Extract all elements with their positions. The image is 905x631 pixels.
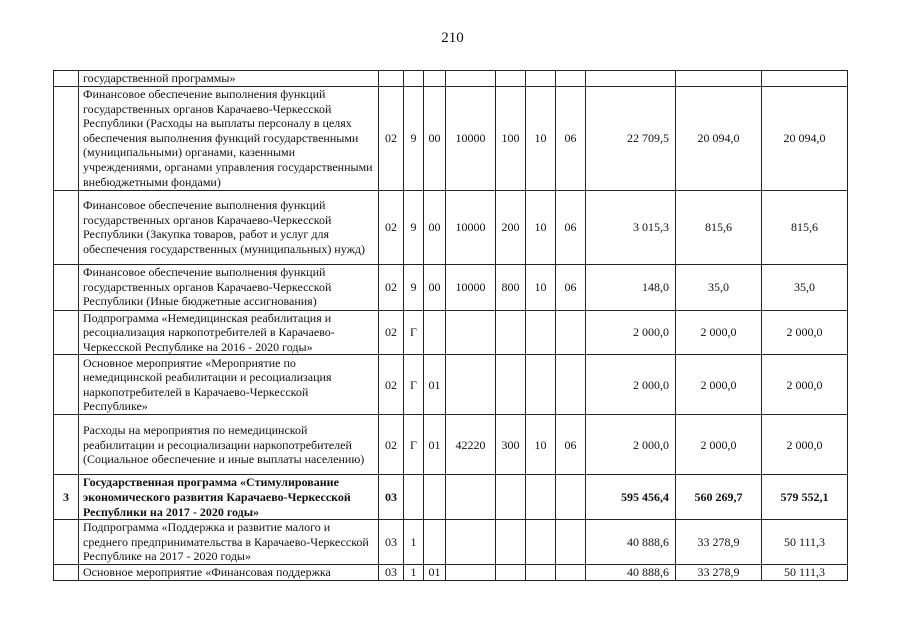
amount-2019: 2 000,0 <box>676 415 762 475</box>
code-direction: 10000 <box>446 264 496 310</box>
code-section: 02 <box>379 190 404 264</box>
code-direction <box>446 310 496 355</box>
amount-2020: 2 000,0 <box>762 355 848 415</box>
item-name: государственной программы» <box>79 71 379 87</box>
amount-2020: 35,0 <box>762 264 848 310</box>
amount-2020: 50 111,3 <box>762 564 848 580</box>
code-direction <box>446 71 496 87</box>
code-division <box>526 310 556 355</box>
amount-2019: 2 000,0 <box>676 310 762 355</box>
table-row <box>54 475 848 520</box>
code-event: 01 <box>424 415 446 475</box>
code-section: 03 <box>379 564 404 580</box>
amount-2019: 2 000,0 <box>676 355 762 415</box>
table-row <box>54 190 848 264</box>
code-subprogram: 1 <box>404 564 424 580</box>
row-number <box>54 355 79 415</box>
amount-2018 <box>586 71 676 87</box>
item-name: Основное мероприятие «Финансовая поддержка <box>79 564 379 580</box>
code-event: 00 <box>424 190 446 264</box>
amount-2018: 2 000,0 <box>586 310 676 355</box>
amount-2019: 33 278,9 <box>676 564 762 580</box>
code-subdivision: 06 <box>556 264 586 310</box>
code-division <box>526 355 556 415</box>
code-section: 02 <box>379 310 404 355</box>
item-name: Основное мероприятие «Мероприятие по немедицинской реабилитации и ресоциализация наркопотребителей в Карачаево-Черкесской Республике» <box>79 355 379 415</box>
amount-2018: 40 888,6 <box>586 520 676 565</box>
table-row <box>54 86 848 190</box>
amount-2018: 2 000,0 <box>586 415 676 475</box>
amount-2018: 22 709,5 <box>586 86 676 190</box>
code-section <box>379 71 404 87</box>
item-name: Финансовое обеспечение выполнения функций государственных органов Карачаево-Черкесской Республики (Закупка товаров, работ и услуг для обеспечения государственных (муниципальных) нужд) <box>79 190 379 264</box>
code-direction: 10000 <box>446 86 496 190</box>
code-direction: 10000 <box>446 190 496 264</box>
table-row <box>54 71 848 87</box>
amount-2020: 2 000,0 <box>762 310 848 355</box>
amount-2020: 579 552,1 <box>762 475 848 520</box>
code-subprogram: 9 <box>404 190 424 264</box>
code-event <box>424 310 446 355</box>
row-number: 3 <box>54 475 79 520</box>
code-subprogram: 9 <box>404 86 424 190</box>
code-section: 02 <box>379 264 404 310</box>
code-direction <box>446 564 496 580</box>
code-division <box>526 520 556 565</box>
code-subdivision: 06 <box>556 415 586 475</box>
item-name: Подпрограмма «Поддержка и развитие малого и среднего предпринимательства в Карачаево-Черкесской Республике на 2017 - 2020 годы» <box>79 520 379 565</box>
amount-2019: 20 094,0 <box>676 86 762 190</box>
table-row <box>54 415 848 475</box>
amount-2018: 3 015,3 <box>586 190 676 264</box>
code-division <box>526 475 556 520</box>
code-section: 03 <box>379 520 404 565</box>
code-direction: 42220 <box>446 415 496 475</box>
code-event <box>424 520 446 565</box>
code-expense-type: 100 <box>496 86 526 190</box>
code-division <box>526 564 556 580</box>
code-division <box>526 71 556 87</box>
code-subdivision: 06 <box>556 86 586 190</box>
table-row <box>54 264 848 310</box>
row-number <box>54 86 79 190</box>
code-section: 02 <box>379 86 404 190</box>
code-expense-type: 800 <box>496 264 526 310</box>
item-name: Подпрограмма «Немедицинская реабилитация и ресоциализация наркопотребителей в Карачаево-Черкесской Республике на 2016 - 2020 годы» <box>79 310 379 355</box>
item-name: Финансовое обеспечение выполнения функций государственных органов Карачаево-Черкесской Республики (Расходы на выплаты персоналу в целях обеспечения выполнения функций государственными (муниципальными) органами, казенными учреждениями, органами управления государственными внебюджетными фондами) <box>79 86 379 190</box>
code-event: 01 <box>424 564 446 580</box>
code-direction <box>446 475 496 520</box>
code-subdivision <box>556 310 586 355</box>
code-subdivision <box>556 564 586 580</box>
amount-2020: 20 094,0 <box>762 86 848 190</box>
code-division: 10 <box>526 415 556 475</box>
amount-2019 <box>676 71 762 87</box>
amount-2020 <box>762 71 848 87</box>
table-row <box>54 355 848 415</box>
item-name: Финансовое обеспечение выполнения функций государственных органов Карачаево-Черкесской Республики (Иные бюджетные ассигнования) <box>79 264 379 310</box>
code-division: 10 <box>526 264 556 310</box>
amount-2018: 595 456,4 <box>586 475 676 520</box>
table-row <box>54 564 848 580</box>
code-expense-type <box>496 71 526 87</box>
amount-2018: 2 000,0 <box>586 355 676 415</box>
code-subprogram <box>404 71 424 87</box>
amount-2020: 815,6 <box>762 190 848 264</box>
code-division: 10 <box>526 190 556 264</box>
code-subdivision <box>556 355 586 415</box>
amount-2020: 50 111,3 <box>762 520 848 565</box>
row-number <box>54 190 79 264</box>
budget-table <box>53 70 848 581</box>
code-expense-type <box>496 475 526 520</box>
code-subprogram: 1 <box>404 520 424 565</box>
code-subdivision: 06 <box>556 190 586 264</box>
code-expense-type <box>496 355 526 415</box>
code-event: 00 <box>424 86 446 190</box>
table-row <box>54 310 848 355</box>
code-direction <box>446 355 496 415</box>
code-expense-type: 200 <box>496 190 526 264</box>
code-subprogram: 9 <box>404 264 424 310</box>
table-row <box>54 520 848 565</box>
code-subdivision <box>556 475 586 520</box>
row-number <box>54 564 79 580</box>
code-section: 02 <box>379 415 404 475</box>
code-subprogram: Г <box>404 310 424 355</box>
page-number: 210 <box>441 30 464 46</box>
code-direction <box>446 520 496 565</box>
amount-2018: 40 888,6 <box>586 564 676 580</box>
row-number <box>54 310 79 355</box>
code-subdivision <box>556 520 586 565</box>
row-number <box>54 264 79 310</box>
item-name: Государственная программа «Стимулирование экономического развития Карачаево-Черкесской Республики на 2017 - 2020 годы» <box>79 475 379 520</box>
amount-2019: 815,6 <box>676 190 762 264</box>
code-event: 01 <box>424 355 446 415</box>
code-event <box>424 71 446 87</box>
amount-2019: 33 278,9 <box>676 520 762 565</box>
code-expense-type <box>496 310 526 355</box>
amount-2019: 560 269,7 <box>676 475 762 520</box>
row-number <box>54 415 79 475</box>
row-number <box>54 520 79 565</box>
code-expense-type <box>496 520 526 565</box>
code-expense-type <box>496 564 526 580</box>
code-section: 02 <box>379 355 404 415</box>
code-event <box>424 475 446 520</box>
amount-2019: 35,0 <box>676 264 762 310</box>
code-expense-type: 300 <box>496 415 526 475</box>
code-subdivision <box>556 71 586 87</box>
item-name: Расходы на мероприятия по немедицинской реабилитации и ресоциализации наркопотребителей (Социальное обеспечение и иные выплаты населению) <box>79 415 379 475</box>
row-number <box>54 71 79 87</box>
code-subprogram: Г <box>404 415 424 475</box>
code-section: 03 <box>379 475 404 520</box>
code-event: 00 <box>424 264 446 310</box>
code-subprogram <box>404 475 424 520</box>
amount-2020: 2 000,0 <box>762 415 848 475</box>
amount-2018: 148,0 <box>586 264 676 310</box>
code-subprogram: Г <box>404 355 424 415</box>
code-division: 10 <box>526 86 556 190</box>
